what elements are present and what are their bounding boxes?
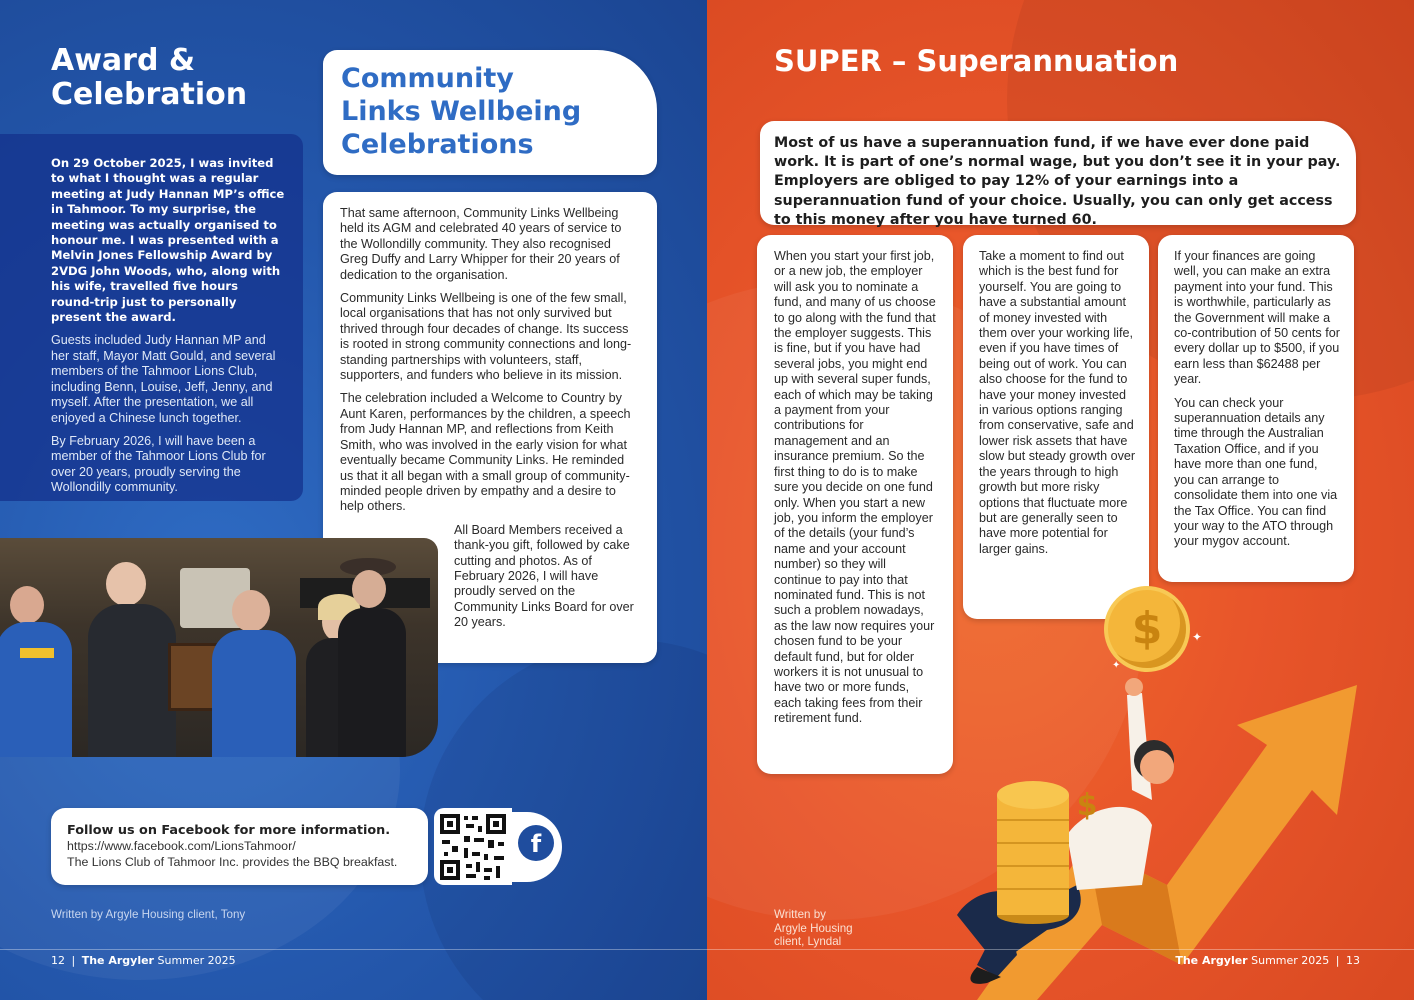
facebook-badge [434, 808, 562, 885]
dollar-coin-icon: $ [1108, 590, 1186, 668]
qr-code-icon[interactable] [438, 812, 508, 882]
column-text: When you start your first job, or a new job, the employer will ask you to nominate a fund, and many of us choose to go along with the fund that the employer suggests. This is fine, but if you have had several jobs, you might end up with several super funds, each of which may be taking a payment from your contributions for management and an insurance premium. So the first thing to do is to make sure you decide on one fund only. When you start a new job, you inform the employer of the details (your fund’s name and your account number) so they will continue to pay into that nominated fund. This is not such a problem nowadays, as the law now requires your chosen fund to be your default fund, but for older workers it is not unusual to have two or more funds, each taking fees from their retirement fund. [774, 249, 936, 726]
facebook-card [51, 808, 428, 885]
column-text: You can check your superannuation details any time through the Australian Taxation Office, and if you have more than one fund, you can arrange to consolidate them into one via the Tax Office. You can find your way to the ATO through your mygov account. [1174, 395, 1338, 549]
page-footer: 12 | The Argyler Summer 2025 [51, 954, 236, 967]
award-intro: On 29 October 2025, I was invited to what I thought was a regular meeting at Judy Hannan MP’s office in Tahmoor. To my surprise, the meeting was actually organised to honour me. I was presented with a Melvin Jones Fellowship Award by 2VDG John Woods, who, along with his wife, travelled five hours round-trip just to personally present the award. [51, 156, 285, 325]
sparkle-icon: ✦ [1192, 630, 1203, 644]
page-title: SUPER – Superannuation [774, 44, 1179, 78]
person-shirt [0, 622, 72, 757]
author-credit: Written by Argyle Housing client, Lyndal [774, 908, 853, 949]
dollar-stack-icon: $ [1076, 788, 1098, 823]
facebook-icon[interactable]: f [518, 825, 554, 861]
award-membership: By February 2026, I will have been a member of the Tahmoor Lions Club for over 20 years, proudly serving the Wollondilly community. [51, 433, 266, 495]
super-column-2 [963, 235, 1149, 619]
author-credit: Written by Argyle Housing client, Tony [51, 908, 246, 921]
community-links-heading: Community Links Wellbeing Celebrations [341, 63, 582, 160]
article-paragraph: All Board Members received a thank-you gift, followed by cake cutting and photos. As of February 2026, I will have proudly served on the Community Links Board for over 20 years. [454, 522, 634, 630]
footer-divider [0, 949, 707, 950]
person-suit [88, 604, 176, 757]
shirt-stripe [20, 648, 54, 658]
column-text: If your finances are going well, you can make an extra payment into your fund. This is worthwhile, particularly as the Government will make a co-contribution of 50 cents for every dollar up to $500, if you earn less than $62488 per year. [1174, 249, 1340, 387]
footer-divider [707, 949, 1414, 950]
super-column-1 [757, 235, 953, 774]
article-paragraph: The celebration included a Welcome to Country by Aunt Karen, performances by the children, a speech from Judy Hannan MP, and reflections from Keith Smith, who was involved in the early vision for what eventually became Community Links. He reminded us that it all began with a small group of community-minded people driven by empathy and a desire to help others. [340, 391, 631, 514]
super-intro-card [760, 121, 1356, 228]
coin-stack [997, 795, 1069, 915]
article-paragraph: That same afternoon, Community Links Wellbeing held its AGM and celebrated 40 years of service to the Wollondilly community. They also recognised Greg Duffy and Larry Whipper for their 20 years of dedication to the organisation. [340, 206, 622, 282]
person-top [338, 608, 406, 757]
award-photo [0, 538, 438, 757]
hand [1125, 678, 1143, 696]
sparkle-icon: ✦ [1105, 575, 1119, 594]
award-story-panel [0, 134, 303, 501]
person-shirt [212, 630, 296, 757]
page-footer: The Argyler Summer 2025 | 13 [1175, 954, 1360, 967]
person-head [106, 562, 146, 606]
facebook-url[interactable]: https://www.facebook.com/LionsTahmoor/ [67, 839, 296, 853]
sparkle-icon: ✦ [1112, 660, 1121, 671]
person-head [232, 590, 270, 632]
page-title: Award & Celebration [51, 43, 248, 112]
award-guests: Guests included Judy Hannan MP and her staff, Mayor Matt Gould, and several members of the Tahmoor Lions Club, including Benn, Louise, Jeff, Jenny, and myself. After the presentation, we all enjoyed a Chinese lunch together. [51, 333, 276, 425]
column-text: Take a moment to find out which is the best fund for yourself. You are going to have a substantial amount of money invested with them over your working life, even if you have times of being out of work. You can also choose for the fund to have your money invested in various options ranging from conservative, safe and lower risk assets that have slow but steady growth over the years through to high growth but more risky options that fluctuate more but are generally seen to have more potential for larger gains. [979, 249, 1136, 556]
person-head [352, 570, 386, 608]
person-head [10, 586, 44, 624]
right-page [707, 0, 1414, 1000]
super-column-3 [1158, 235, 1354, 582]
facebook-heading: Follow us on Facebook for more information. [67, 823, 391, 838]
bbq-note: The Lions Club of Tahmoor Inc. provides the BBQ breakfast. [67, 854, 398, 869]
super-intro: Most of us have a superannuation fund, if we have ever done paid work. It is part of one’s normal wage, but you don’t see it in your pay. Employers are obliged to pay 12% of your earnings into a superannuation fund of your choice. Usually, you can only get access to this money after you have turned 60. [774, 135, 1341, 228]
community-links-title-card [323, 50, 657, 175]
article-paragraph: Community Links Wellbeing is one of the few small, local organisations that has not only survived but thrived through four decades of change. Its success is rooted in strong community connections and long-standing partnerships with volunteers, staff, supporters, and funders who believe in its mission. [340, 291, 632, 383]
person-face [1140, 750, 1174, 784]
